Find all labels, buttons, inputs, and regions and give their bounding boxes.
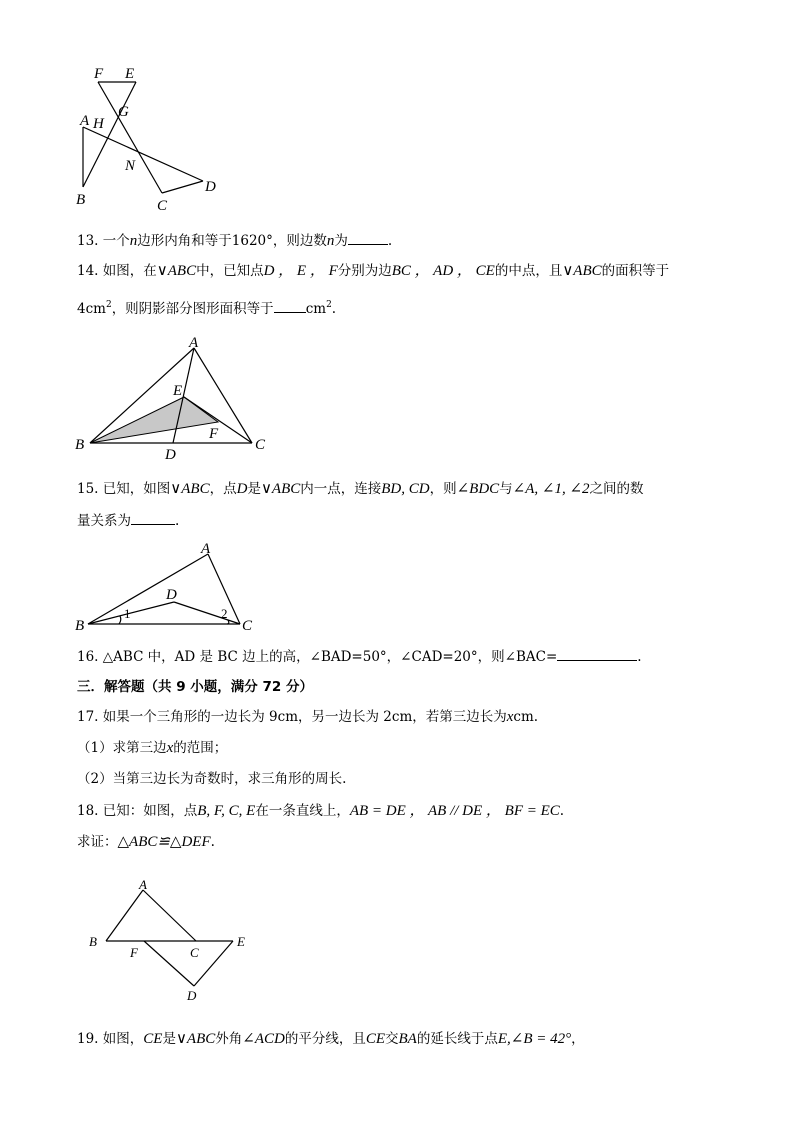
label-f: F [94, 66, 104, 82]
question-16: 16. △ABC 中，AD 是 BC 边上的高，∠BAD=50°，∠CAD=20°，则∠BAC= . [77, 646, 642, 667]
label-d: D [205, 179, 216, 195]
segment-ab [106, 890, 143, 941]
label-d: D [187, 988, 197, 1003]
label-e: E [125, 66, 135, 82]
question-14-line-1: 14. 如图，在∨ABC中，已知点D ， E ， F分别为边BC ， AD ， CE的中点，且∨ABC的面积等于 [77, 263, 670, 279]
label-g: G [118, 104, 129, 120]
question-17: 17. 如果一个三角形的一边长为 9cm，另一边长为 2cm，若第三边长为xcm. [77, 709, 539, 725]
label-angle-2: 2 [221, 606, 228, 621]
angle-arc-1 [119, 616, 121, 624]
label-c: C [255, 437, 266, 453]
label-b: B [89, 934, 97, 949]
figure-3 [70, 538, 270, 638]
segment-ad [83, 127, 203, 181]
label-b: B [75, 437, 85, 453]
segment-bd [88, 602, 174, 624]
shaded-triangle-bef [90, 397, 218, 443]
segment-cd [162, 181, 203, 193]
segment-ac [194, 348, 252, 443]
segment-fd [144, 941, 194, 986]
segment-ed [194, 941, 233, 986]
label-c: C [242, 618, 253, 634]
label-c: C [157, 198, 168, 214]
segment-ac [143, 890, 196, 941]
label-h: H [93, 116, 104, 132]
question-18-line-1: 18. 已知：如图，点B, F, C, E在一条直线上，AB = DE ， AB // DE ， BF = EC. [77, 803, 565, 819]
question-17-part-2: （2）当第三边长为奇数时，求三角形的周长. [77, 771, 347, 787]
label-a: A [80, 113, 90, 129]
question-15-line-1: 15. 已知，如图∨ABC，点D是∨ABC内一点，连接BD, CD，则∠BDC与∠A, ∠1, ∠2之间的数 [77, 481, 644, 497]
section-3-header: 三．解答题（共 9 小题，满分 72 分） [77, 679, 313, 695]
label-a: A [189, 335, 199, 351]
label-b: B [75, 618, 85, 634]
segment-ab [88, 554, 208, 624]
label-a: A [139, 877, 147, 892]
figure-1 [70, 60, 230, 215]
answer-blank-13[interactable] [348, 230, 388, 245]
label-n: N [125, 158, 136, 174]
label-e: E [237, 934, 245, 949]
question-17-part-1: （1）求第三边x的范围； [77, 740, 228, 756]
question-19: 19. 如图，CE是∨ABC外角∠ACD的平分线，且CE交BA的延长线于点E,∠B = 42°， [77, 1031, 585, 1047]
question-14-line-2: $4cm^2$，则阴影部分图形面积等于 $cm^2$. [77, 300, 337, 317]
label-angle-1: 1 [124, 606, 131, 621]
question-18-line-2: 求证：△ABC≌△DEF. [77, 834, 215, 850]
question-15-line-2: 量关系为 . [77, 510, 179, 531]
label-d: D [166, 587, 177, 603]
question-13: 13. 一个n边形内角和等于1620°，则边数n为 . [77, 230, 392, 251]
label-f: F [130, 945, 138, 960]
label-e: E [173, 383, 183, 399]
segment-dc [174, 602, 240, 624]
label-c: C [190, 945, 199, 960]
figure-2 [70, 333, 280, 463]
answer-blank-14[interactable] [274, 298, 306, 313]
label-d: D [165, 447, 176, 463]
label-f: F [209, 426, 219, 442]
label-a: A [201, 541, 211, 557]
answer-blank-16[interactable] [557, 646, 637, 661]
figure-4 [80, 870, 260, 1010]
answer-blank-15[interactable] [131, 510, 175, 525]
label-b: B [76, 192, 86, 208]
